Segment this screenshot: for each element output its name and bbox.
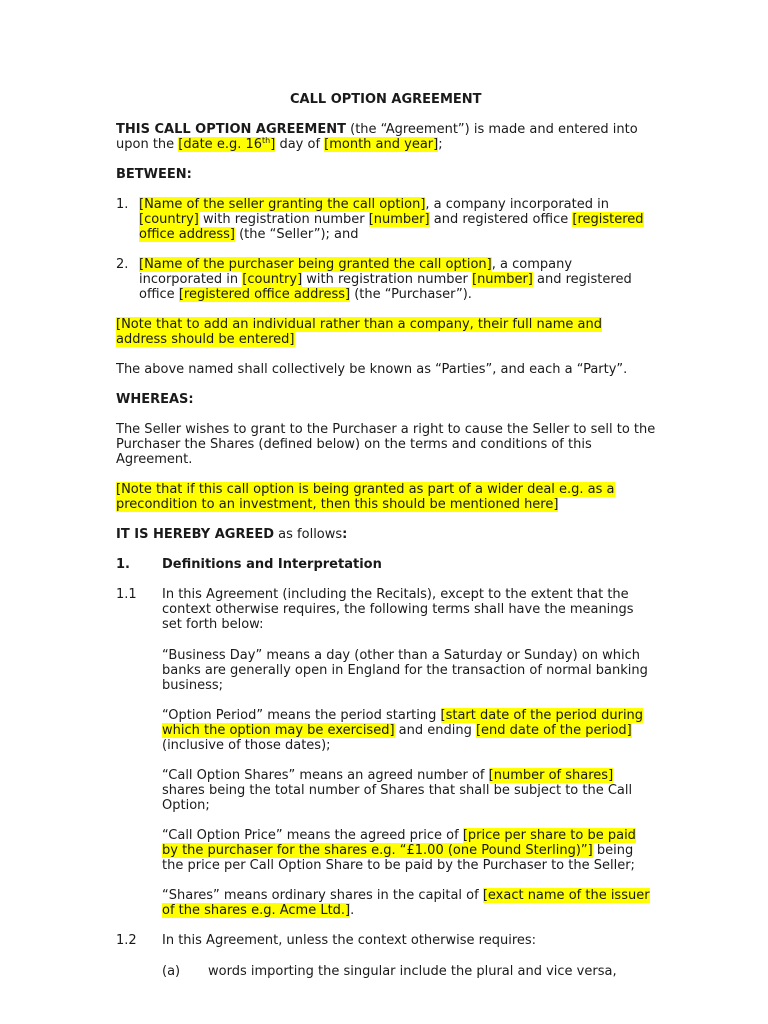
seller-address-placeholder-a: [registered [572, 212, 644, 227]
party-1-line-1: [Name of the seller granting the call option], a company incorporated in [139, 197, 609, 212]
party-1-line-3: office address] (the “Seller”); and [139, 227, 359, 242]
section-1-number: 1. [116, 557, 130, 572]
start-date-placeholder-b: which the option may be exercised] [162, 723, 395, 738]
month-year-placeholder: [month and year] [324, 137, 439, 152]
def-call-option-shares-line-2: shares being the total number of Shares that shall be subject to the Call [162, 783, 633, 798]
party-2-line-2: incorporated in [country] with registration number [number] and registered [139, 272, 632, 287]
purchaser-address-placeholder: [registered office address] [178, 287, 351, 302]
party-1-number: 1. [116, 197, 129, 212]
def-shares-line-1: “Shares” means ordinary shares in the capital of [exact name of the issuer [162, 888, 650, 903]
seller-name-placeholder: [Name of the seller granting the call option] [139, 197, 426, 212]
section-1-title: Definitions and Interpretation [162, 557, 382, 572]
note-individual-line-1: [Note that to add an individual rather than a company, their full name and [116, 317, 602, 332]
start-date-placeholder-a: [start date of the period during [440, 708, 644, 723]
def-business-day-line-3: business; [162, 678, 224, 693]
def-business-day-line-2: banks are generally open in England for the transaction of normal banking [162, 663, 648, 678]
between-heading: BETWEEN: [116, 167, 192, 182]
date-placeholder: [date e.g. 16th] [178, 136, 276, 152]
recital-line-2: Purchaser the Shares (defined below) on the terms and conditions of this [116, 437, 592, 452]
clause-1-2-a-text: words importing the singular include the plural and vice versa, [208, 964, 617, 979]
party-2-line-1: [Name of the purchaser being granted the call option], a company [139, 257, 573, 272]
intro-line-2: upon the [date e.g. 16th] day of [month and year]; [116, 136, 443, 152]
end-date-placeholder: [end date of the period] [475, 723, 632, 738]
note-individual-line-2: address should be entered] [116, 332, 295, 347]
clause-1-1-line-3: set forth below: [162, 617, 264, 632]
price-placeholder-b: by the purchaser for the shares e.g. “£1.00 (one Pound Sterling)”] [162, 843, 593, 858]
clause-1-2-a-number: (a) [162, 964, 181, 979]
price-placeholder-a: [price per share to be paid [462, 828, 636, 843]
note-deal-line-2: precondition to an investment, then this should be mentioned here] [116, 497, 559, 512]
note-deal-line-1: [Note that if this call option is being granted as part of a wider deal e.g. as a [116, 482, 615, 497]
def-call-option-price-line-1: “Call Option Price” means the agreed price of [price per share to be paid [162, 828, 636, 843]
def-option-period-line-2: which the option may be exercised] and ending [end date of the period] [162, 723, 632, 738]
number-of-shares-placeholder: [number of shares] [488, 768, 614, 783]
agreed-line: IT IS HEREBY AGREED as follows: [116, 527, 348, 542]
issuer-placeholder-a: [exact name of the issuer [482, 888, 650, 903]
purchaser-number-placeholder: [number] [472, 272, 533, 287]
recital-line-3: Agreement. [116, 452, 193, 467]
parties-definition: The above named shall collectively be known as “Parties”, and each a “Party”. [116, 362, 628, 377]
def-call-option-price-line-3: the price per Call Option Share to be paid by the Purchaser to the Seller; [162, 858, 635, 873]
whereas-heading: WHEREAS: [116, 392, 194, 407]
def-call-option-shares-line-1: “Call Option Shares” means an agreed number of [number of shares] [162, 768, 614, 783]
clause-1-2-number: 1.2 [116, 933, 137, 948]
document-title: CALL OPTION AGREEMENT [290, 92, 482, 107]
def-option-period-line-3: (inclusive of those dates); [162, 738, 331, 753]
seller-country-placeholder: [country] [139, 212, 199, 227]
intro-line-1: THIS CALL OPTION AGREEMENT (the “Agreement”) is made and entered into [116, 122, 638, 137]
def-shares-line-2: of the shares e.g. Acme Ltd.]. [162, 903, 355, 918]
recital-line-1: The Seller wishes to grant to the Purchaser a right to cause the Seller to sell to the [116, 422, 656, 437]
purchaser-name-placeholder: [Name of the purchaser being granted the call option] [139, 257, 492, 272]
def-call-option-price-line-2: by the purchaser for the shares e.g. “£1.00 (one Pound Sterling)”] being [162, 843, 634, 858]
purchaser-country-placeholder: [country] [242, 272, 303, 287]
seller-number-placeholder: [number] [368, 212, 430, 227]
def-call-option-shares-line-3: Option; [162, 798, 210, 813]
clause-1-1-number: 1.1 [116, 587, 137, 602]
clause-1-1-line-1: In this Agreement (including the Recitals), except to the extent that the [162, 587, 629, 602]
issuer-placeholder-b: of the shares e.g. Acme Ltd.] [162, 903, 351, 918]
clause-1-1-line-2: context otherwise requires, the following terms shall have the meanings [162, 602, 634, 617]
clause-1-2-text: In this Agreement, unless the context otherwise requires: [162, 933, 537, 948]
party-2-line-3: office [registered office address] (the “Purchaser”). [139, 287, 472, 302]
party-1-line-2: [country] with registration number [number] and registered office [registered [139, 212, 644, 227]
def-option-period-line-1: “Option Period” means the period starting [start date of the period during [162, 708, 644, 723]
seller-address-placeholder-b: office address] [139, 227, 235, 242]
party-2-number: 2. [116, 257, 129, 272]
def-business-day-line-1: “Business Day” means a day (other than a Saturday or Sunday) on which [162, 648, 641, 663]
